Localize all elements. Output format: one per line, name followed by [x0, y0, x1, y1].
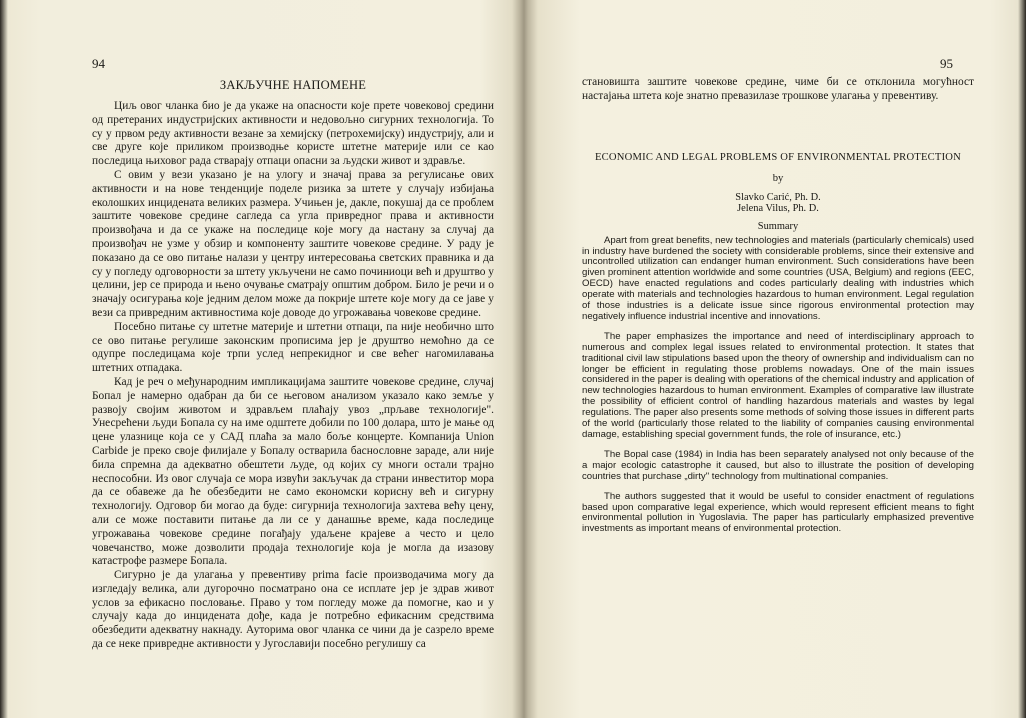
continuation-paragraph: становишта заштите човекове средине, чиме би се отклонила могућност настајања штета које знатно превазилазе трошкове улагања у превентиву.: [582, 76, 974, 102]
summary-paragraph: The authors suggested that it would be useful to consider enactment of regulations based upon comparative legal experience, which would represent efficient means to fight environmental pollution in Yugoslavia. The paper has particularly emphasized preventive investments as important means of environmental protection.: [582, 490, 974, 535]
author-name: Slavko Carić, Ph. D.: [735, 191, 821, 203]
summary-text: [582, 236, 974, 536]
summary-paragraph: The Bopal case (1984) in India has been separately analysed not only because of the a major ecologic catastrophe it caused, but also to illustrate the position of developing countries that purchase „dirty" technology from multinational companies.: [582, 448, 974, 482]
paragraph: Посебно питање су штетне материје и штетни отпаци, па није необично што се ово питање регулише законским прописима јер је друштво немоћно да се одупре последицама које трпи услед непрекидног и све већег нагомилавања штетних отпадака.: [92, 320, 494, 375]
byline: by: [772, 172, 784, 184]
left-body-text: [92, 100, 494, 652]
paragraph: Кад је реч о међународним импликацијама заштите човекове средине, случај Бопал је намерно одабран да би се његовом анализом указало како земље у развоју својим животом и здрављем плаћају увоз „прљаве технологије". Унесрећени људи Бопала су на име одштете добили по 100 долара, што је мање од цене улазнице која се у САД плаћа за мало боље концерте. Компанија Union Carbide је преко своје филијале у Бопалу остварила баснословне зараде, али није била спремна да адекватно обештети људе, од којих су многи остали трајно неспособни. Из овог случаја се мора извући закључак да страни инвеститор мора да се обавеже да ће обезбедити не само економски корисну већ и сигурну технологију. Одговор би могао да буде: сигурнија технологија захтева већу цену, али се може поставити питање да ли се у данашње време, када последице угрожавања човекове средине погађају удаљене крајеве а често и цело човечанство, може дозволити продаја технологије која је могла да изазову катастрофе размере Бопала.: [92, 375, 494, 568]
summary-heading: Summary: [757, 220, 799, 232]
page-number-left: 94: [92, 56, 105, 71]
right-page: [524, 0, 1026, 718]
paragraph: Сигурно је да улагања у превентиву prima facie производачима могу да изгледају велика, али дугорочно посматрано она се исплате јер је здрав живот услов за ефикасно пословање. Право у том погледу може да помогне, као и у случају када до инцидената дође, када је потребно ефикасним средствима обезбедити адекватну накнаду. Ауторима овог чланка се чини да је сазрело време да се неке привредне активности у Југославији посебно регулишу са: [92, 569, 494, 651]
paragraph: С овим у вези указано је на улогу и значај права за регулисање ових активности и на нове тенденције поделе ризика за штете у случају избијања еколошких инцидената великих размера. Учињен је, дакле, покушај да се проблем заштите човекове средине сагледа са угла привредног права и активности произвођача и да се укаже на последице које могу да настану за случај да произвођач не узме у обзир и компоненту заштите човекове средине. У раду је показано да се ово питање налази у центру интересовања светских правника и да су у погледу одговорности за штету укључени не само починиоци већ и друштво у целини, јер се природа и њено очување сматрају општим добром. Било је речи и о значају осигурања које једним делом може да покрије штете које могу да се јаве у вези са привредним активностима које доводе до угрожавања човекове средине.: [92, 168, 494, 319]
section-heading: ЗАКЉУЧНЕ НАПОМЕНЕ: [219, 78, 367, 92]
summary-paragraph: Apart from great benefits, new technologies and materials (particularly chemicals) used in industry have burdened the society with considerable problems, since their extensive and uncontrolled utilization can endanger human environment. Such considerations have been given prominent attention worldwide and some countries (USA, Belgium) and regions (EEC, OECD) have enacted regulations and codes particularly dealing with industries which operate with materials and technologies hazardous to human environment. Legal regulation of those industries is a delicate issue since rigorous environmental protection may negatively influence industrial incentive and innovations.: [582, 234, 974, 322]
paragraph: Циљ овог чланка био је да укаже на опасности које прете човековој средини од претераних индустријских активности и недовољно сигурних технологија. То су у првом реду активности везане за хемијску (петрохемијску) индустрију, али и све друге које приликом производње користе штетне материје или се као последица њиховог рада стварају отпаци опасни за људски живот и здравље.: [92, 100, 494, 168]
author-name: Jelena Vilus, Ph. D.: [737, 203, 819, 215]
page-number-right: 95: [940, 56, 953, 71]
article-title: ECONOMIC AND LEGAL PROBLEMS OF ENVIRONMENTAL PROTECTION: [594, 151, 962, 163]
right-page-content: [582, 76, 974, 544]
summary-paragraph: The paper emphasizes the importance and need of interdisciplinary approach to numerous and complex legal issues related to environmental protection. It states that traditional civil law stipulations based upon the theory of ownership and individualism can no longer be efficient in regulating those problems nowadays. One of the main issues considered in the paper is dealing with operations of the chemical industry and application of new technologies hazardous to human environment. Examples of comparative law illustrate the possibility of efficient control of handling hazardous materials and wastes by legal regulations. The paper also presents some methods of solving those issues in different parts of the world (particularly those related to the liability of companies causing environmental damage, establishing special government funds, the role of insurance, etc.): [582, 330, 974, 440]
